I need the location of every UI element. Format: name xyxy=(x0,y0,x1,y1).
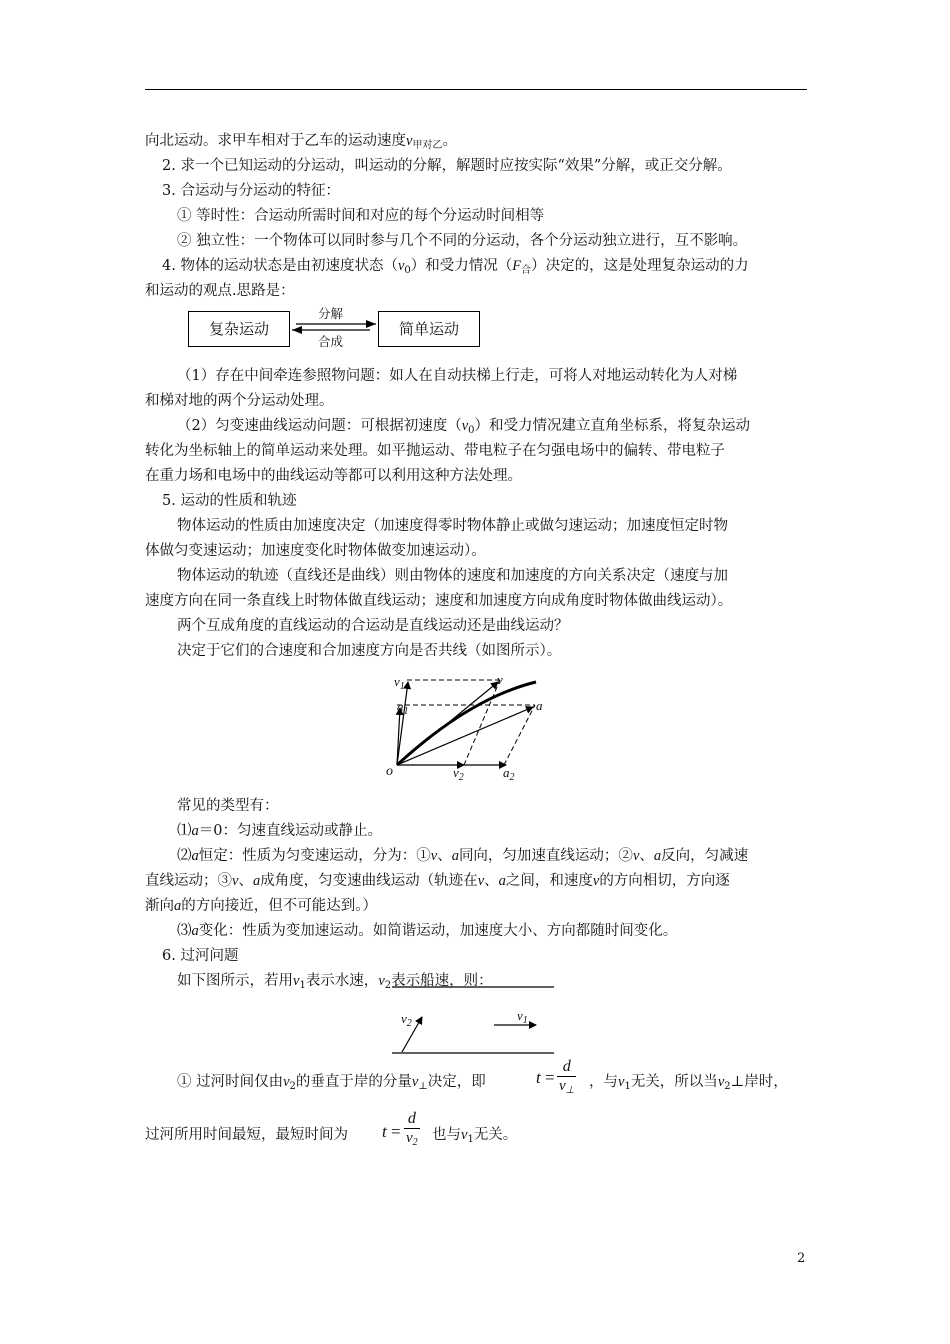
line-8: （1）存在中间牵连参照物问题：如人在自动扶梯上行走，可将人对地运动转化为人对梯 xyxy=(177,368,738,384)
line-29-part2: 也与$v_1$无关。 xyxy=(432,1127,518,1145)
line-25: ⑶a变化：性质为变加速运动。如简谐运动，加速度大小、方向都随时间变化。 xyxy=(177,923,678,939)
line-10: （2）匀变速曲线运动问题：可根据初速度$(v_0)$和受力情况建立直角坐标系，将复杂运动 xyxy=(177,418,751,436)
line-28-part1: ① 过河时间仅由$v_2$的垂直于岸的分量$v_\perp$决定，即 xyxy=(177,1074,486,1092)
line-28-part2: ，与$v_1$无关，所以当$v_2\perp$岸时， xyxy=(589,1074,788,1092)
river-diagram xyxy=(390,985,560,1057)
line-15: 体做匀变速运动；加速度变化时物体做变加速运动）。 xyxy=(145,543,486,559)
label-o: o xyxy=(386,764,393,779)
line-11: 转化为坐标轴上的简单运动来处理。如平抛运动、带电粒子在匀强电场中的偏转、带电粒子 xyxy=(145,443,725,459)
formula1-fraction: $\frac{d}{v_\perp}$ xyxy=(559,1058,575,1096)
line-12: 在重力场和电场中的曲线运动等都可以利用这种方法处理。 xyxy=(145,468,522,484)
formula1-t: t = xyxy=(536,1068,555,1087)
line-16: 物体运动的轨迹（直线还是曲线）则由物体的速度和加速度的方向关系决定（速度与加 xyxy=(177,568,728,584)
vector-diagram xyxy=(380,668,560,788)
line-26: 6. 过河问题 xyxy=(162,948,239,964)
line-9: 和梯对地的两个分运动处理。 xyxy=(145,393,334,409)
line-6: 4. 物体的运动状态是由初速度状态$(v_0)$和受力情况$(F_合)$决定的，这是处理复杂运动的力 xyxy=(162,258,749,276)
river-label-v1: $v_1$ xyxy=(517,1008,528,1026)
line-17: 速度方向在同一条直线上时物体做直线运动；速度和加速度方向成角度时物体做曲线运动）。 xyxy=(145,593,733,609)
line-13: 5. 运动的性质和轨迹 xyxy=(162,493,297,509)
label-v1: $v_1$ xyxy=(394,674,405,692)
line-23: 直线运动；③v、a成角度，匀变速曲线运动（轨迹在v、a之间，和速度v的方向相切，方向逐 xyxy=(145,873,730,889)
line-27: 如下图所示，若用$v_1$表示水速，$v_2$表示船速，则： xyxy=(177,973,493,991)
formula2-fraction: $\frac{d}{v_2}$ xyxy=(406,1110,418,1148)
line-24: 渐向a的方向接近，但不可能达到。） xyxy=(145,898,377,914)
line-2: 2. 求一个已知运动的分运动，叫运动的分解，解题时应按实际“效果”分解，或正交分解。 xyxy=(162,158,732,174)
compose-label: 合成 xyxy=(318,334,344,349)
line-20: 常见的类型有： xyxy=(177,798,279,814)
label-a2: $a_2$ xyxy=(503,765,515,783)
line-21: ⑴a＝0：匀速直线运动或静止。 xyxy=(177,823,382,839)
line-19: 决定于它们的合速度和合加速度方向是否共线（如图所示）。 xyxy=(177,643,562,659)
flowchart xyxy=(188,306,488,352)
line-7: 和运动的观点.思路是： xyxy=(145,283,295,299)
line-18: 两个互成角度的直线运动的合运动是直线运动还是曲线运动？ xyxy=(177,618,569,634)
line-22: ⑵a恒定：性质为匀变速运动，分为：①v、a同向，匀加速直线运动；②v、a反向，匀减速 xyxy=(177,848,749,864)
flow-arrows xyxy=(288,306,380,352)
line-3: 3. 合运动与分运动的特征： xyxy=(162,183,340,199)
river-label-v2: $v_2$ xyxy=(401,1011,412,1029)
line-5: ② 独立性：一个物体可以同时参与几个不同的分运动，各个分运动独立进行，互不影响。 xyxy=(177,233,748,249)
header-rule xyxy=(145,89,807,90)
decompose-label: 分解 xyxy=(318,306,344,321)
label-a: a xyxy=(536,698,543,713)
page-number: 2 xyxy=(797,1251,806,1266)
label-a1: $a_1$ xyxy=(397,699,409,717)
label-v2: $v_2$ xyxy=(453,765,464,783)
complex-motion-box: 复杂运动 xyxy=(188,311,290,347)
line-29-part1: 过河所用时间最短，最短时间为 xyxy=(145,1127,348,1143)
line-14: 物体运动的性质由加速度决定（加速度得零时物体静止或做匀速运动；加速度恒定时物 xyxy=(177,518,728,534)
line-4: ① 等时性：合运动所需时间和对应的每个分运动时间相等 xyxy=(177,208,545,224)
formula2-t: t = xyxy=(382,1122,401,1141)
label-v: v xyxy=(497,672,503,687)
simple-motion-box: 简单运动 xyxy=(378,311,480,347)
line-1: 向北运动。求甲车相对于乙车的运动速度$v_{甲对乙}$。 xyxy=(145,133,457,151)
